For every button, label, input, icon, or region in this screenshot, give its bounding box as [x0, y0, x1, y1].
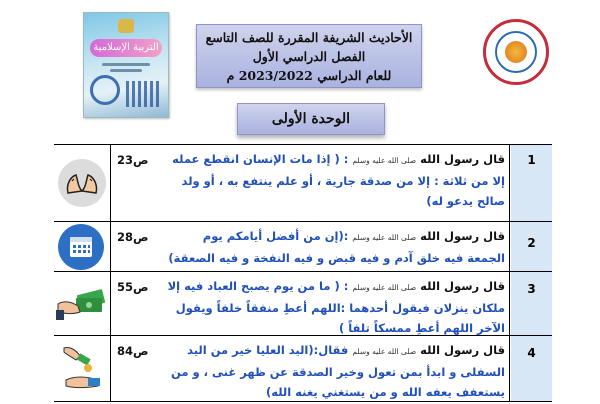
- charity-hand-icon: [58, 342, 106, 394]
- book-cover-title: التربية الإسلامية: [90, 39, 162, 57]
- calendar-icon: [58, 224, 104, 270]
- textbook-cover-image: [83, 12, 169, 118]
- table-row: [54, 272, 552, 336]
- row-number: 4: [527, 346, 536, 360]
- title-line-2: الفصل الدراسي الأول: [252, 49, 366, 64]
- page-ref: ص28: [117, 230, 149, 244]
- table-row: [54, 336, 552, 401]
- hadith-text: قال رسول الله صلى الله عليه وسلم : ( ما من يوم يصبح العباد فيه إلا ملكان ينزلان فيقول أحدهما :اللهم أعطِ منفقاً خلفاً ويقول الآخر اللهم أعطِ ممسكاً تلفاً ): [163, 272, 510, 335]
- page-ref: ص55: [117, 280, 149, 294]
- unit-title: الوحدة الأولى: [237, 103, 385, 135]
- row-number: 1: [527, 153, 536, 167]
- table-row: [54, 222, 552, 272]
- hadith-text: قال رسول الله صلى الله عليه وسلم : ( إذا مات الإنسان انقطع عمله إلا من ثلاثة : إلا من صدقة جارية ، أو علم ينتفع به ، أو ولد صالح يدعو له): [163, 145, 510, 221]
- table-row: [54, 145, 552, 222]
- skyline-decoration: [126, 81, 160, 107]
- title-line-1: الأحاديث الشريفة المقررة للصف التاسع: [205, 30, 413, 45]
- page-title-box: [196, 24, 422, 88]
- row-number: 2: [527, 236, 536, 250]
- page-ref: ص23: [117, 153, 149, 167]
- row-number: 3: [527, 282, 536, 296]
- hadith-text: قال رسول الله صلى الله عليه وسلم فقال:(اليد العليا خير من اليد السفلى و ابدأ بمن تعول وخير الصدقة عن ظهر غنى ، و من يستعفف يعفه الله و من يستغني يغنه الله): [163, 336, 510, 401]
- praying-hands-icon: [58, 159, 106, 207]
- page-ref: ص84: [117, 344, 149, 358]
- money-giving-icon: [56, 284, 108, 324]
- hadith-text: قال رسول الله صلى الله عليه وسلم :(إن من أفضل أيامكم يوم الجمعة فيه خلق آدم و فيه قبض و فيه النفخة و فيه الصعقة): [163, 222, 510, 271]
- school-logo: [483, 19, 549, 85]
- ornament-wheel-icon: [90, 75, 120, 105]
- hadith-table: [54, 144, 552, 402]
- ministry-emblem-icon: [118, 19, 134, 33]
- title-line-3: للعام الدراسي 2023/2022 م: [226, 68, 392, 83]
